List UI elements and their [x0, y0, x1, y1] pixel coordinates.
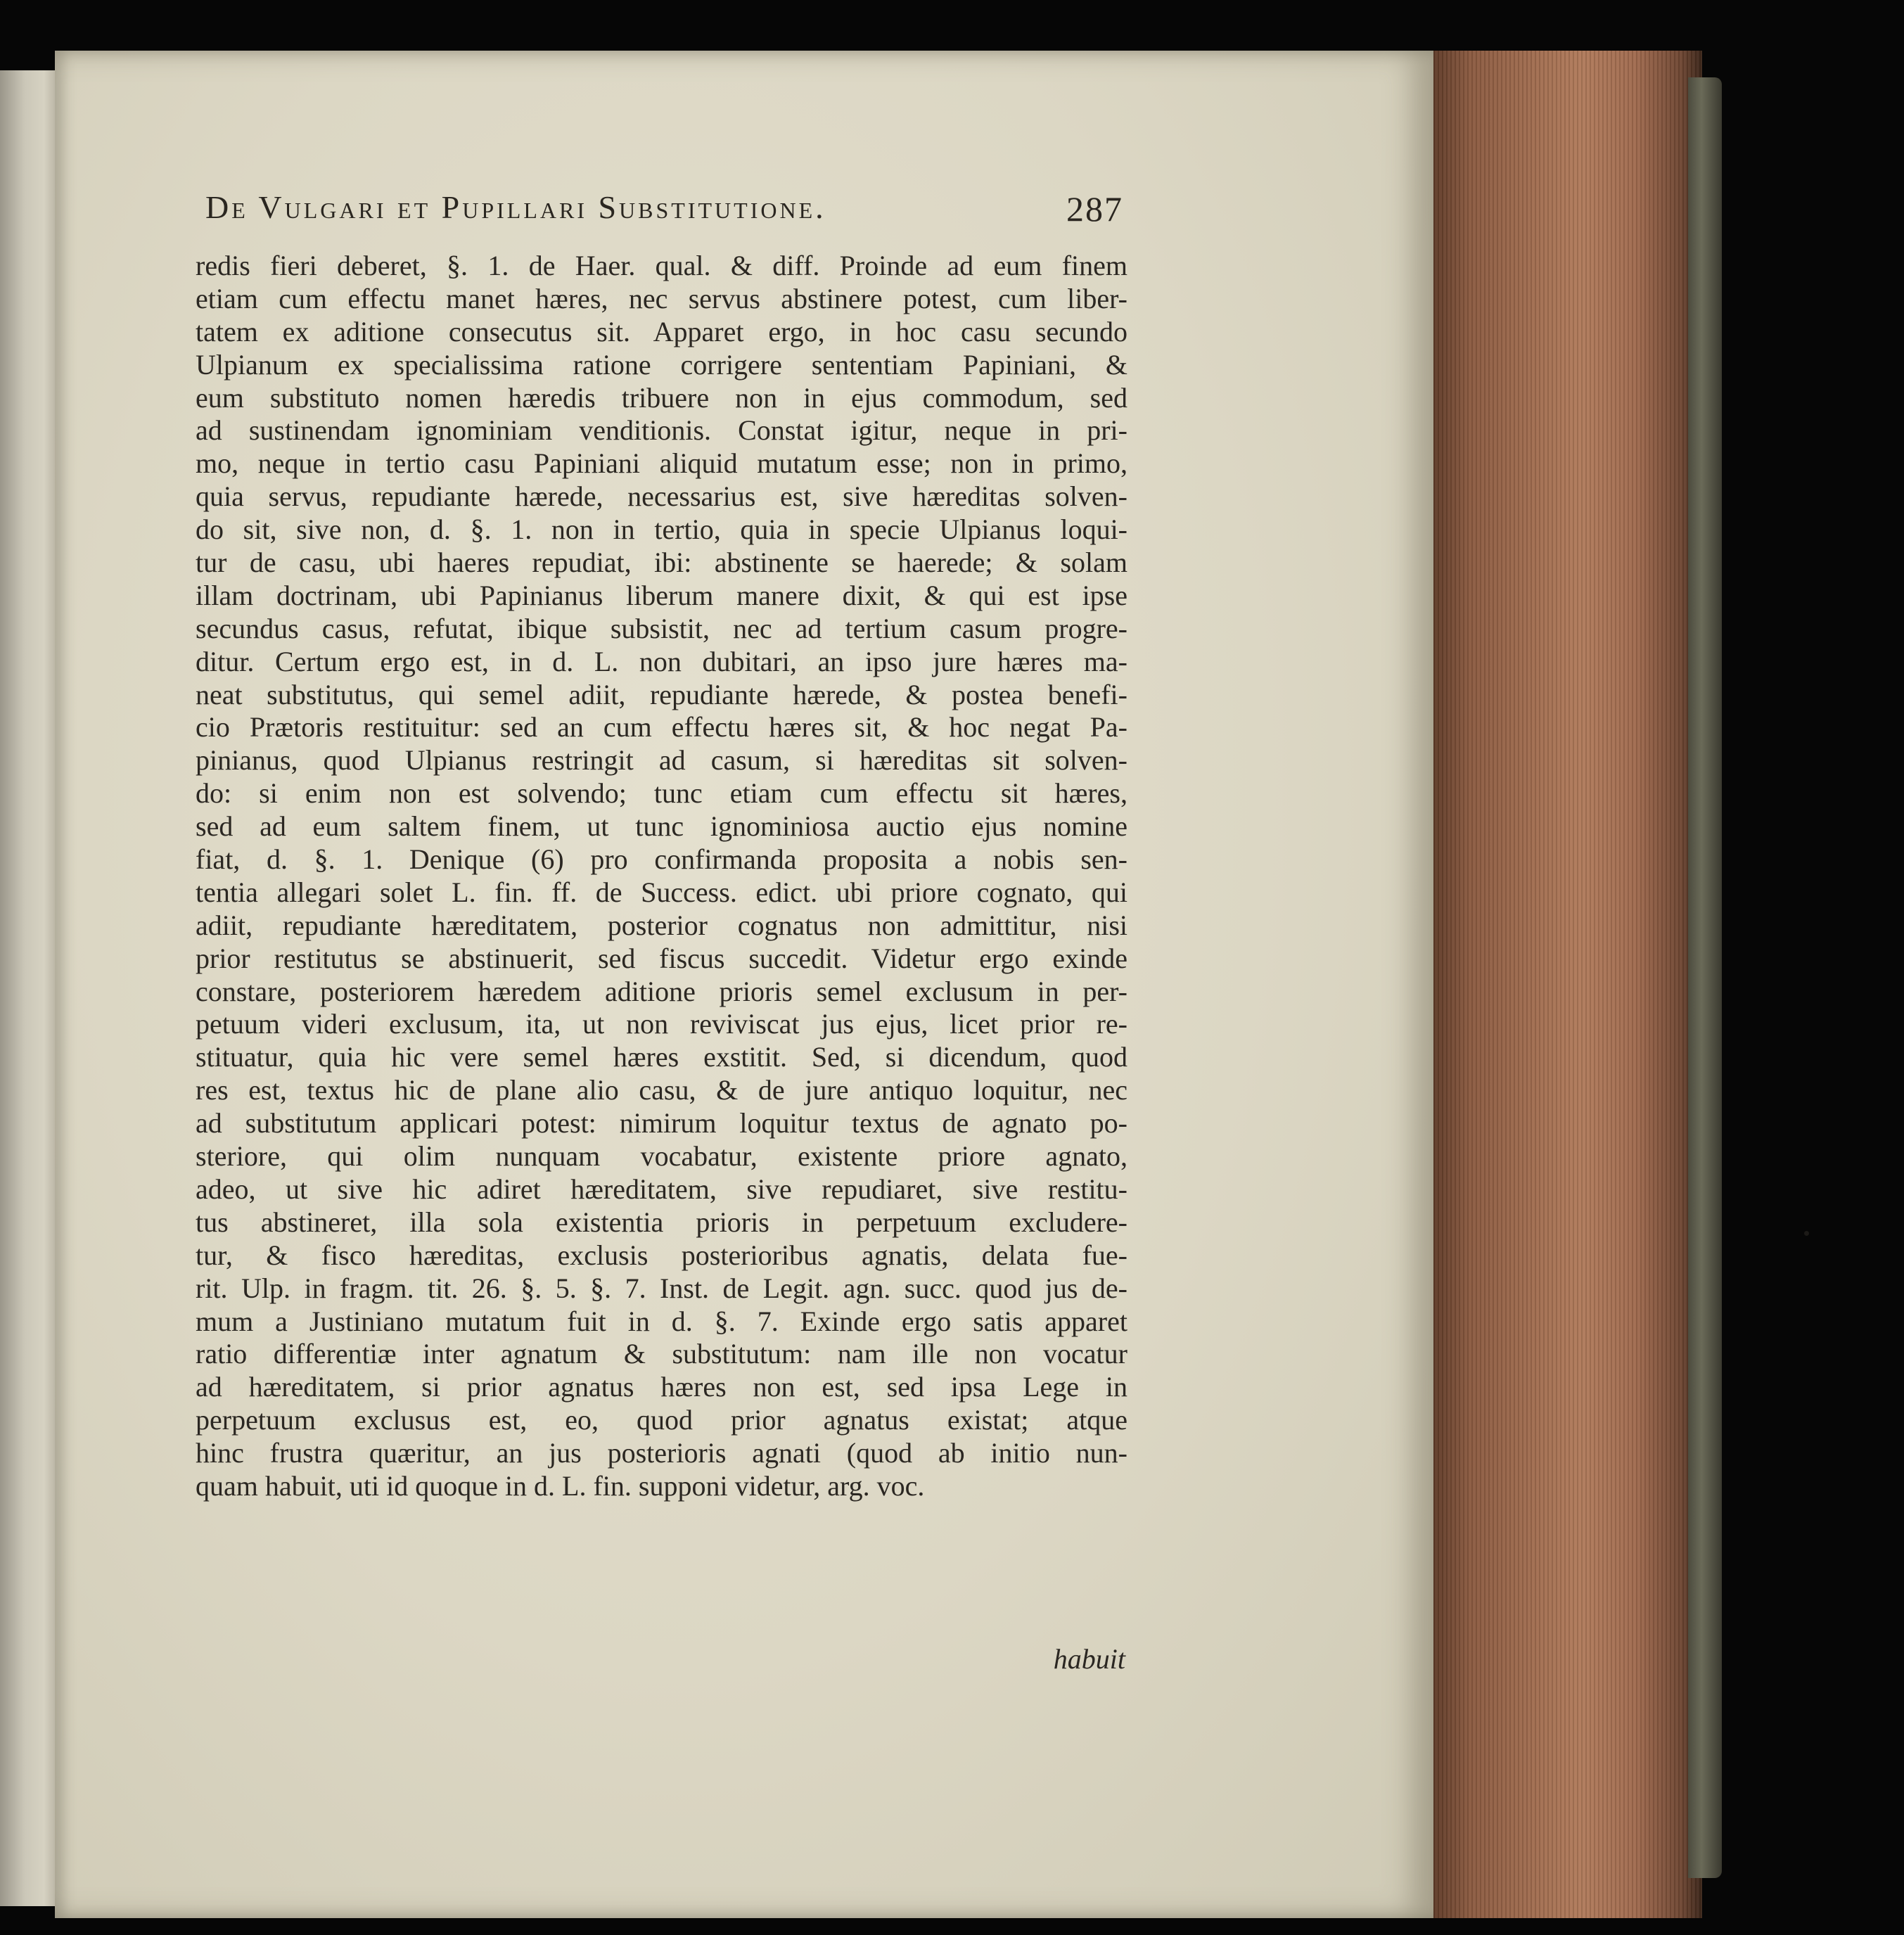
text-line: mum a Justiniano mutatum fuit in d. §. 7. Exinde ergo satis apparet [196, 1305, 1127, 1337]
text-line: res est, textus hic de plane alio casu, & de jure antiquo loquitur, nec [196, 1074, 1127, 1106]
text-line: prior restitutus se abstinuerit, sed fiscus succedit. Videtur ergo exinde [196, 942, 1127, 974]
text-line: do: si enim non est solvendo; tunc etiam cum effectu sit hæres, [196, 777, 1127, 810]
text-line: tur de casu, ubi haeres repudiat, ibi: abstinente se haerede; & solam [196, 547, 1127, 579]
page-block-edge [1433, 51, 1702, 1918]
text-line: ad sustinendam ignominiam venditionis. Constat igitur, neque in pri- [196, 414, 1127, 447]
text-line: illam doctrinam, ubi Papinianus liberum manere dixit, & qui est ipse [196, 579, 1127, 611]
text-line: tatem ex aditione consecutus sit. Apparet ergo, in hoc casu secundo [196, 315, 1127, 347]
text-line: ratio differentiæ inter agnatum & substitutum: nam ille non vocatur [196, 1338, 1127, 1370]
catchword: habuit [1053, 1643, 1125, 1675]
text-line: petuum videri exclusum, ita, ut non reviviscat jus ejus, licet prior re- [196, 1008, 1127, 1040]
facing-page-edge [0, 70, 55, 1906]
text-line: redis fieri deberet, §. 1. de Haer. qual. & diff. Proinde ad eum finem [196, 250, 1127, 281]
text-line: steriore, qui olim nunquam vocabatur, existente priore agnato, [196, 1140, 1127, 1173]
text-line: cio Prætoris restituitur: sed an cum effectu hæres sit, & hoc negat Pa- [196, 711, 1127, 743]
dust-speck [1804, 1231, 1809, 1236]
text-line: sed ad eum saltem finem, ut tunc ignominiosa auctio ejus nomine [196, 810, 1127, 843]
text-line: adiit, repudiante hæreditatem, posterior cognatus non admittitur, nisi [196, 909, 1127, 941]
page-number: 287 [1066, 189, 1123, 229]
text-line: tentia allegari solet L. fin. ff. de Success. edict. ubi priore cognato, qui [196, 876, 1127, 908]
text-line: Ulpianum ex specialissima ratione corrigere sententiam Papiniani, & [196, 348, 1127, 381]
text-line: ditur. Certum ergo est, in d. L. non dubitari, an ipso jure hæres ma- [196, 645, 1127, 677]
text-line: tur, & fisco hæreditas, exclusis posterioribus agnatis, delata fue- [196, 1239, 1127, 1271]
text-line: neat substitutus, qui semel adiit, repudiante hærede, & postea benefi- [196, 678, 1127, 710]
text-line: ad substitutum applicari potest: nimirum loquitur textus de agnato po- [196, 1107, 1127, 1139]
text-line: rit. Ulp. in fragm. tit. 26. §. 5. §. 7. Inst. de Legit. agn. succ. quod jus de- [196, 1272, 1127, 1304]
running-head [205, 189, 1123, 238]
text-line: constare, posteriorem hæredem aditione prioris semel exclusum in per- [196, 975, 1127, 1007]
book-cover-board [1688, 77, 1722, 1878]
text-line: eum substituto nomen hæredis tribuere non in ejus commodum, sed [196, 381, 1127, 414]
text-line: mo, neque in tertio casu Papiniani aliquid mutatum esse; non in primo, [196, 447, 1127, 480]
text-line: ad hæreditatem, si prior agnatus hæres non est, sed ipsa Lege in [196, 1371, 1127, 1403]
text-line: adeo, ut sive hic adiret hæreditatem, sive repudiaret, sive restitu- [196, 1173, 1127, 1205]
text-line: do sit, sive non, d. §. 1. non in tertio, quia in specie Ulpianus loqui- [196, 513, 1127, 546]
text-line: tus abstineret, illa sola existentia prioris in perpetuum excludere- [196, 1206, 1127, 1238]
running-head-title: De Vulgari et Pupillari Substitutione. [205, 189, 826, 225]
text-line: quia servus, repudiante hærede, necessarius est, sive hæreditas solven- [196, 480, 1127, 513]
text-line: hinc frustra quæritur, an jus posterioris agnati (quod ab initio nun- [196, 1437, 1127, 1469]
text-line: fiat, d. §. 1. Denique (6) pro confirmanda proposita a nobis sen- [196, 843, 1127, 876]
text-line: stituatur, quia hic vere semel hæres exstitit. Sed, si dicendum, quod [196, 1041, 1127, 1073]
text-line: etiam cum effectu manet hæres, nec servus abstinere potest, cum liber- [196, 282, 1127, 314]
text-line: pinianus, quod Ulpianus restringit ad casum, si hæreditas sit solven- [196, 744, 1127, 777]
text-line: perpetuum exclusus est, eo, quod prior agnatus existat; atque [196, 1404, 1127, 1436]
text-line: secundus casus, refutat, ibique subsistit, nec ad tertium casum progre- [196, 612, 1127, 644]
text-line: quam habuit, uti id quoque in d. L. fin. supponi videtur, arg. voc. [196, 1469, 925, 1502]
body-text [196, 250, 1127, 1503]
